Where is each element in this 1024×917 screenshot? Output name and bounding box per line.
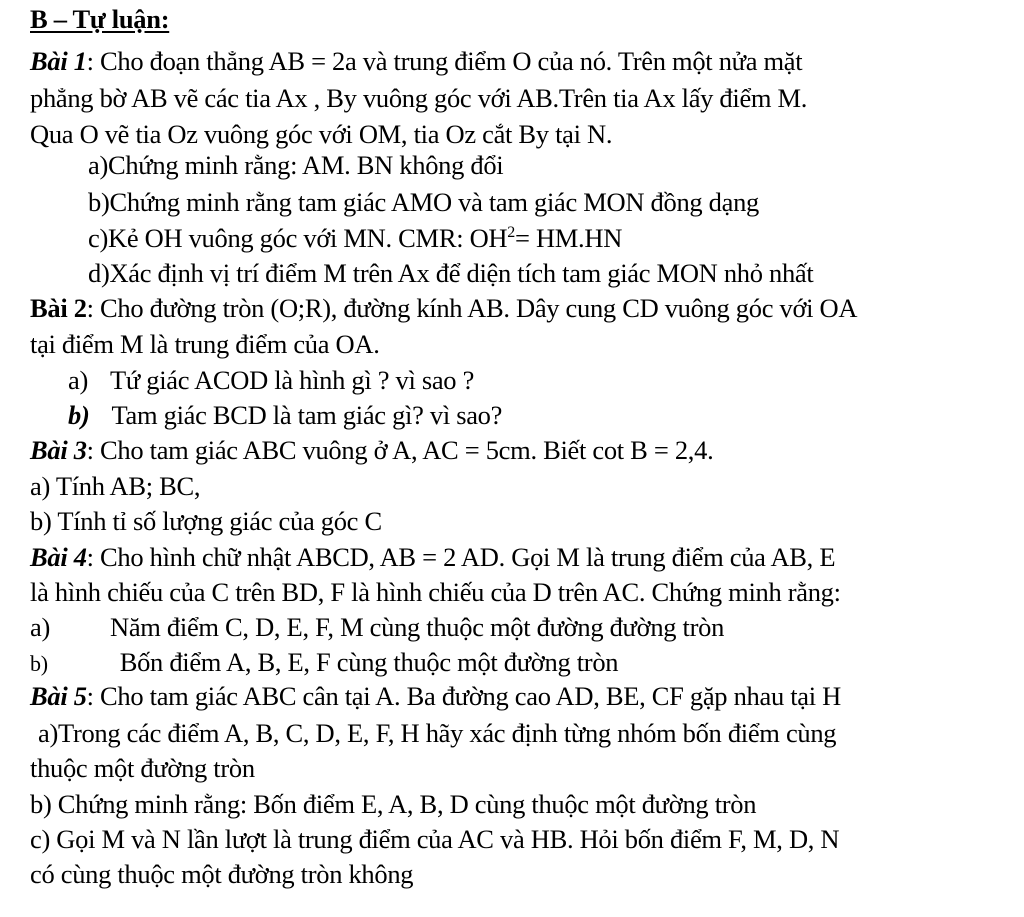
bai2-line-1 [30, 291, 857, 325]
bai1-part-d: d)Xác định vị trí điểm M trên Ax để diện tích tam giác MON nhỏ nhất [88, 258, 814, 288]
bai1-part-c-rest: = HM.HN [514, 223, 623, 253]
bai2-part-a [68, 363, 474, 397]
bai5-part-b: b) Chứng minh rằng: Bốn điểm E, A, B, D cùng thuộc một đường tròn [30, 789, 757, 819]
bai4-part-b-text: Bốn điểm A, B, E, F cùng thuộc một đường tròn [119, 647, 619, 677]
bai3-part-a: a) Tính AB; BC, [30, 471, 201, 501]
bai5-line-1 [30, 679, 841, 713]
bai3-label: Bài 3 [30, 435, 87, 465]
bai5-part-a-line-1: a)Trong các điểm A, B, C, D, E, F, H hãy xác định từng nhóm bốn điểm cùng [38, 718, 837, 748]
bai1-part-c [88, 221, 622, 255]
bai4-part-a-text: Năm điểm C, D, E, F, M cùng thuộc một đường đường tròn [110, 612, 725, 642]
bai4-label: Bài 4 [30, 542, 87, 572]
bai4-part-a-mark: a) [30, 612, 50, 642]
bai2-part-a-text: Tứ giác ACOD là hình gì ? vì sao ? [110, 365, 475, 395]
bai1-part-b: b)Chứng minh rằng tam giác AMO và tam giác MON đồng dạng [88, 187, 759, 217]
bai1-text-1: : Cho đoạn thẳng AB = 2a và trung điểm O của nó. Trên một nửa mặt [86, 46, 803, 76]
bai5-text-1: : Cho tam giác ABC cân tại A. Ba đường cao AD, BE, CF gặp nhau tại H [86, 681, 841, 711]
bai5-part-a-line-2: thuộc một đường tròn [30, 753, 255, 783]
bai1-line-2: phẳng bờ AB vẽ các tia Ax , By vuông góc với AB.Trên tia Ax lấy điểm M. [30, 83, 808, 113]
bai4-part-b [30, 645, 618, 681]
bai5-part-c-line-1: c) Gọi M và N lần lượt là trung điểm của AC và HB. Hỏi bốn điểm F, M, D, N [30, 824, 840, 854]
bai2-part-b [68, 398, 502, 432]
bai2-text-1: : Cho đường tròn (O;R), đường kính AB. Dây cung CD vuông góc với OA [86, 293, 858, 323]
bai1-part-c-text: c)Kẻ OH vuông góc với MN. CMR: OH [88, 223, 508, 253]
bai1-label: Bài 1 [30, 46, 87, 76]
bai1-part-c-exponent: 2 [507, 224, 515, 242]
bai5-part-c-line-2: có cùng thuộc một đường tròn không [30, 859, 414, 889]
bai2-line-2: tại điểm M là trung điểm của OA. [30, 329, 380, 359]
bai4-line-1 [30, 540, 835, 574]
bai4-part-a [30, 610, 724, 644]
bai1-line-1 [30, 44, 802, 78]
bai1-line-3: Qua O vẽ tia Oz vuông góc với OM, tia Oz cắt By tại N. [30, 119, 613, 149]
bai4-part-b-mark: b) [30, 651, 48, 676]
bai4-text-1: : Cho hình chữ nhật ABCD, AB = 2 AD. Gọi M là trung điểm của AB, E [86, 542, 836, 572]
bai3-line-1 [30, 433, 713, 467]
section-heading: B – Tự luận: [30, 4, 170, 34]
bai3-text-1: : Cho tam giác ABC vuông ở A, AC = 5cm. Biết cot B = 2,4. [86, 435, 714, 465]
bai5-label: Bài 5 [30, 681, 87, 711]
bai1-part-a: a)Chứng minh rằng: AM. BN không đổi [88, 150, 504, 180]
bai3-part-b: b) Tính tỉ số lượng giác của góc C [30, 506, 382, 536]
bai2-label: Bài 2 [30, 293, 87, 323]
bai2-part-b-mark: b) [68, 400, 90, 430]
bai4-line-2: là hình chiếu của C trên BD, F là hình chiếu của D trên AC. Chứng minh rằng: [30, 577, 841, 607]
bai2-part-a-mark: a) [68, 365, 88, 395]
bai2-part-b-text: Tam giác BCD là tam giác gì? vì sao? [111, 400, 503, 430]
